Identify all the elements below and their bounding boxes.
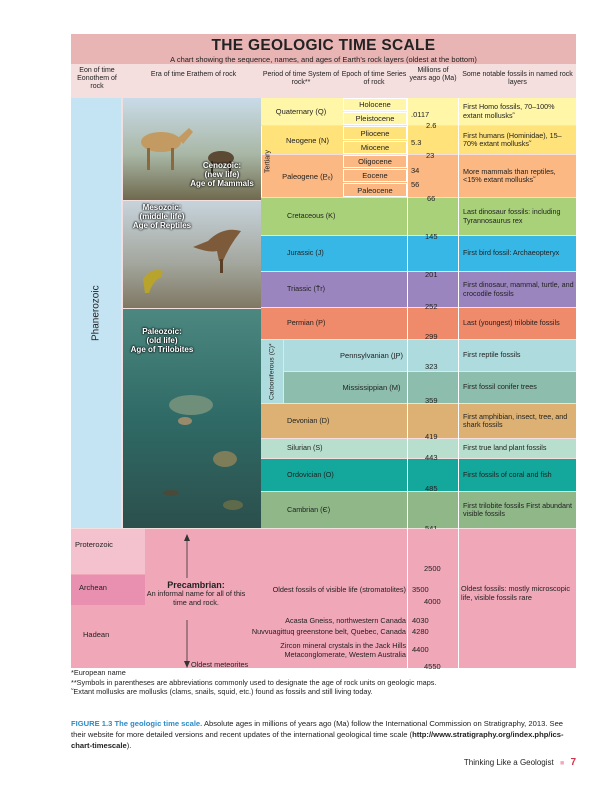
page-footer [380,757,576,768]
age-3500: 3500 [412,585,429,594]
fossil-ordovician: First fossils of coral and fish [459,459,576,491]
period-tertiary-label: Tertiary [264,150,272,173]
col-header-fossils: Some notable fossils in named rock layers [459,71,576,95]
period-neogene: Neogene (N) [286,135,329,145]
caption-end: ). [126,741,132,750]
age-56: 56 [411,180,420,189]
age-4400: 4400 [412,645,429,654]
footnote-extant: ˜Extant mollusks are mollusks (clams, snails, squid, etc.) found as fossils and still living today. [71,687,373,696]
age-485: 485 [425,484,438,493]
fossil-cretaceous: Last dinosaur fossils: including Tyrannosaurus rex [459,198,576,235]
eon-phanerozoic-label: Phanerozoic [90,285,102,341]
divider-age-left [407,98,408,668]
period-cretaceous: Cretaceous (K) [261,198,459,235]
chart-subtitle: A chart showing the sequence, names, and ages of Earth’s rock layers (oldest at the bottom) [170,55,477,64]
paleozoic-age: Age of Trilobites [130,345,194,354]
footnote-european: *European name [71,668,126,677]
cenozoic-label [183,161,261,188]
paleozoic-meaning: (old life) [146,336,178,345]
precambrian-label [146,580,246,607]
cenozoic-name: Cenozoic: [202,161,242,170]
fossil-archean: Oldest fossils: mostly microscopic life, visible fossils rare [461,584,571,602]
event-acasta: Acasta Gneiss, northwestern Canada [285,616,406,625]
cenozoic-illustration [123,98,261,200]
age-column [408,98,458,528]
period-jurassic: Jurassic (J) [261,236,459,271]
period-carboniferous [261,340,283,403]
cenozoic-age: Age of Mammals [190,179,254,188]
fossil-paleogene: More mammals than reptiles, <15% extant mollusks˜ [459,155,576,197]
col-header-epoch: Epoch of time Series of rock [341,71,407,95]
period-pennsylvanian: Pennsylvanian (I̲P) [284,340,459,371]
age-4280: 4280 [412,627,429,636]
age-4550: 4550 [424,662,441,671]
mesozoic-meaning: (middle life) [139,212,185,221]
period-quaternary: Quaternary (Q) [275,107,327,116]
age-252: 252 [425,302,438,311]
divider-age-right [458,98,459,668]
fossil-jurassic: First bird fossil: Archaeopteryx [459,236,576,271]
paleozoic-illustration [123,309,261,528]
age-0117: .0117 [411,110,430,119]
fossil-devonian: First amphibian, insect, tree, and shark fossils [459,404,576,438]
age-4000: 4000 [424,597,441,606]
col-header-period: Period of time System of rock** [261,71,341,95]
age-359: 359 [425,396,438,405]
period-carboniferous-label: Carboniferous (C)* [268,343,276,400]
eon-phanerozoic [71,98,121,528]
mesozoic-name: Mesozoic: [142,203,182,212]
age-323: 323 [425,362,438,371]
caption-label: FIGURE 1.3 [71,719,113,728]
col-header-mya: Millions of years ago (Ma) [408,67,458,97]
period-ordovician: Ordovician (O) [261,459,459,491]
fossil-triassic: First dinosaur, mammal, turtle, and crocodile fossils [459,272,576,307]
epoch-oligocene: Oligocene [343,155,407,168]
chart-title: THE GEOLOGIC TIME SCALE [211,37,436,54]
event-stromatolites: Oldest fossils of visible life (stromatolites) [272,585,406,594]
precambrian-arrow [181,534,193,668]
eon-proterozoic: Proterozoic [71,529,145,574]
age-2500: 2500 [424,564,441,573]
cenozoic-meaning: (new life) [204,170,240,179]
precambrian-desc: An informal name for all of this time and rock. [146,589,246,607]
age-66: 66 [427,194,436,203]
col-header-eon: Eon of time Eonothem of rock [71,67,123,97]
fossil-cambrian: First trilobite fossils First abundant visible fossils [459,492,576,528]
eon-hadean: Hadean [71,606,145,668]
footer-bullet-icon: ■ [559,760,565,767]
epoch-paleocene: Paleocene [343,183,407,197]
figure-caption [71,718,576,751]
epoch-holocene: Holocene [343,98,407,111]
age-299: 299 [425,332,438,341]
event-zircon: Zircon mineral crystals in the Jack Hills Metaconglomerate, Western Australia [280,641,406,659]
period-triassic: Triassic (T̄r) [261,272,459,307]
age-34: 34 [411,166,420,175]
period-paleogene: Paleogene (P̲ₑ) [282,171,333,181]
footnotes [71,668,576,697]
caption-text: Absolute ages in millions of years ago (Ma) follow the International Commission on Stratigraphy, 2013. See their website for more detailed versions and recent updates of the international geological time scale ( [71,719,564,739]
caption-url[interactable]: http://www.stratigraphy.org/index.php/ics-chart-timescale [71,730,564,750]
age-5-3: 5.3 [411,138,422,147]
geologic-time-scale-chart [71,34,576,671]
event-meteorites: Oldest meteorites [191,660,249,669]
fossil-mississippian: First fossil conifer trees [459,372,576,403]
epoch-miocene: Miocene [343,141,407,154]
fossil-silurian: First true land plant fossils [459,439,576,458]
paleozoic-label [129,327,195,354]
age-23: 23 [426,151,435,160]
eon-archean: Archean [71,575,145,605]
paleozoic-name: Paleozoic: [142,327,182,336]
fossil-pennsylvanian: First reptile fossils [459,340,576,371]
chart-header [71,34,576,64]
age-201: 201 [425,270,438,279]
fossil-permian: Last (youngest) trilobite fossils [459,308,576,339]
age-145: 145 [425,232,438,241]
mesozoic-age: Age of Reptiles [132,221,192,230]
age-2-6: 2.6 [426,121,437,130]
footer-page-number: 7 [570,757,576,768]
age-419: 419 [425,432,438,441]
age-443: 443 [425,453,438,462]
period-mississippian: Mississippian (M) [284,372,459,403]
fossil-quaternary: First Homo fossils, 70–100% extant mollusks˜ [459,98,576,125]
period-cambrian: Cambrian (Є) [261,492,459,528]
period-silurian: Silurian (S) [261,439,459,458]
fossil-neogene: First humans (Hominidae), 15–70% extant mollusks˜ [459,126,576,154]
mesozoic-label [125,203,199,230]
epoch-eocene: Eocene [343,169,407,182]
period-tertiary [261,126,274,197]
epoch-pleistocene: Pleistocene [343,112,407,125]
footer-book-title: Thinking Like a Geologist [463,758,554,767]
period-devonian: Devonian (D) [261,404,459,438]
footnote-symbols: **Symbols in parentheses are abbreviations commonly used to designate the age of rock units on geologic maps. [71,677,437,687]
precambrian-title: Precambrian: [167,580,225,590]
age-4030: 4030 [412,616,429,625]
period-permian: Permian (P) [261,308,459,339]
event-nuvvuagittuq: Nuvvuagittuq greenstone belt, Quebec, Canada [251,627,406,636]
mesozoic-illustration [123,201,261,308]
col-header-era: Era of time Erathem of rock [141,71,246,95]
caption-title: The geologic time scale. [114,719,203,728]
epoch-pliocene: Pliocene [343,126,407,140]
